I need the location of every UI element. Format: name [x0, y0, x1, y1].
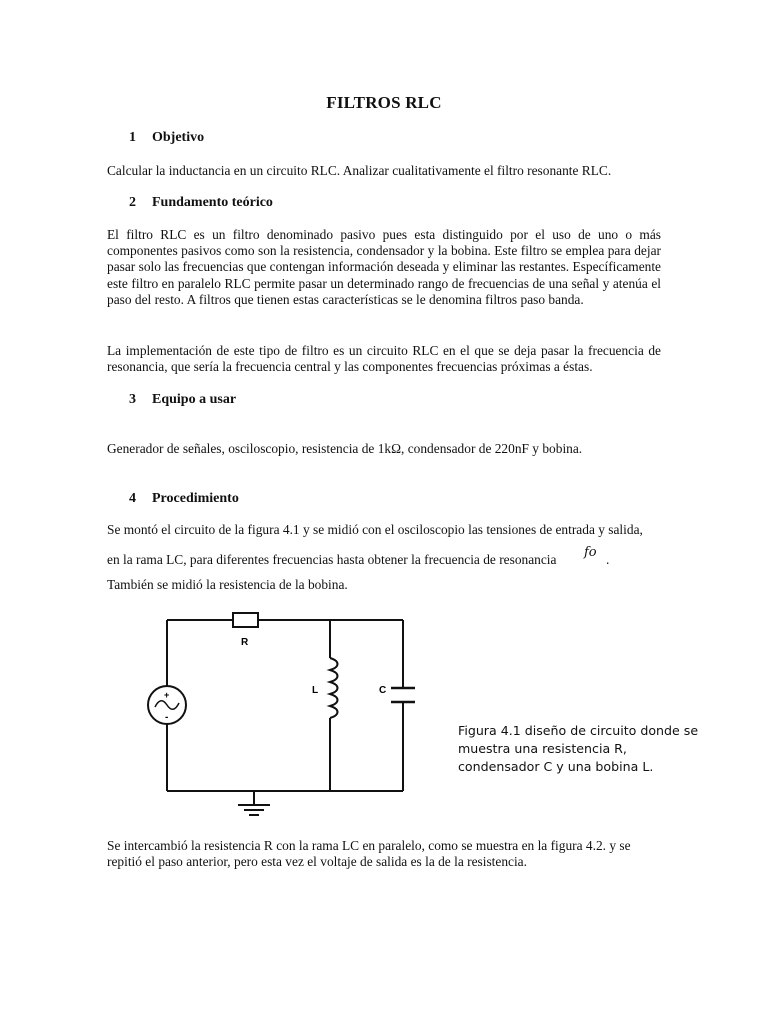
section-number: 2 — [129, 195, 136, 210]
procedimiento-line-2: en la rama LC, para diferentes frecuencias hasta obtener la frecuencia de resonancia — [107, 552, 557, 567]
inductor-label: L — [312, 685, 319, 696]
source-plus-label: + — [164, 690, 170, 700]
section-number: 1 — [129, 130, 136, 145]
section-heading-fundamento — [129, 195, 273, 211]
ground-icon — [238, 805, 270, 815]
fundamento-paragraph-2: La implementación de este tipo de filtro es un circuito RLC en el que se deja pasar la frecuencia de resonancia, que sería la frecuencia central y las componentes frecuencias próximas a éstas. — [107, 343, 661, 375]
objetivo-text: Calcular la inductancia en un circuito RLC. Analizar cualitativamente el filtro resonante RLC. — [107, 163, 612, 178]
fundamento-paragraph-1: El filtro RLC es un filtro denominado pasivo pues esta distinguido por el uso de uno o más componentes pasivos como son la resistencia, condensador y la bobina. Este filtro se emplea para dejar pasar solo las frecuencias que contengan información deseada y eliminar las restantes. Específicamente este filtro en paralelo RLC permite pasar un determinado rango de frecuencias de una señal y atenúa el paso del resto. A filtros que tienen estas características se le denomina filtros paso banda. — [107, 227, 661, 307]
section-heading-objetivo — [129, 130, 204, 146]
section-title: Fundamento teórico — [152, 195, 273, 210]
figure-caption: Figura 4.1 diseño de circuito donde se muestra una resistencia R, condensador C y una bobina L. — [458, 723, 699, 774]
section-number: 4 — [129, 491, 136, 506]
resistor-symbol — [233, 613, 258, 627]
section-number: 3 — [129, 392, 136, 407]
section-heading-equipo — [129, 392, 236, 408]
section-heading-procedimiento — [129, 491, 239, 507]
page-title: FILTROS RLC — [326, 93, 442, 112]
resonance-frequency-symbol: fo — [584, 545, 597, 560]
section-title: Equipo a usar — [152, 392, 237, 407]
procedimiento-line-3: También se midió la resistencia de la bobina. — [107, 577, 348, 592]
procedimiento-line-2-period: . — [606, 552, 610, 567]
section-title: Procedimiento — [152, 491, 239, 506]
procedimiento-line-1: Se montó el circuito de la figura 4.1 y se midió con el osciloscopio las tensiones de entrada y salida, — [107, 522, 643, 537]
resistor-label: R — [241, 637, 249, 648]
inductor-symbol — [330, 658, 338, 718]
after-figure-paragraph: Se intercambió la resistencia R con la rama LC en paralelo, como se muestra en la figura 4.2. y se repitió el paso anterior, pero esta vez el voltaje de salida es la de la resistencia. — [107, 838, 631, 870]
section-title: Objetivo — [152, 130, 205, 145]
source-minus-label: - — [165, 712, 169, 723]
equipo-text: Generador de señales, osciloscopio, resistencia de 1kΩ, condensador de 220nF y bobina. — [107, 441, 583, 456]
capacitor-label: C — [379, 685, 387, 696]
circuit-diagram — [140, 600, 420, 820]
